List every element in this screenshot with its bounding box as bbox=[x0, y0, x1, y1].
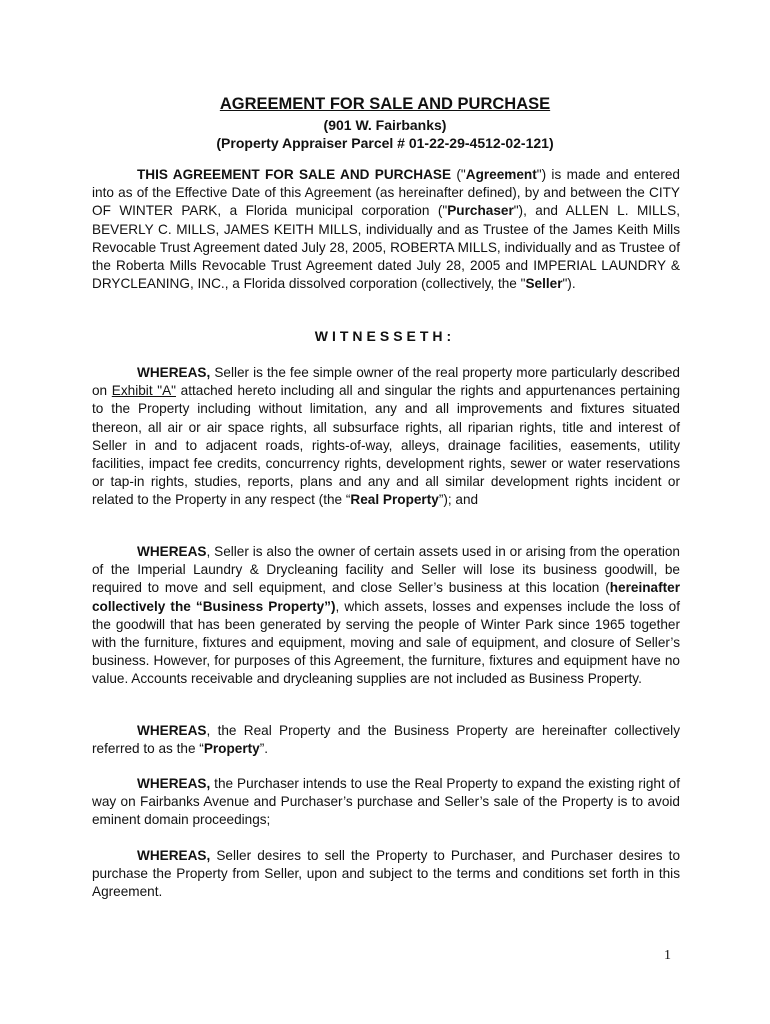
whereas-text: ”. bbox=[259, 741, 269, 757]
exhibit-a-reference: Exhibit "A" bbox=[111, 383, 176, 399]
purchaser-term: Purchaser bbox=[447, 203, 514, 219]
parcel-number: (Property Appraiser Parcel # 01-22-29-4512-02-121) bbox=[216, 135, 554, 151]
whereas-text: Seller is the fee simple owner of the real property more particularly described on bbox=[92, 365, 680, 399]
whereas-text: ”); and bbox=[438, 492, 479, 508]
whereas-text: , which assets, losses and expenses include the loss of the goodwill that has been generated by serving the people of Winter Park since 1965 together with the furniture, fixtures and equipment, moving and sale of equipment, and closure of Seller’s business. However, for purposes of this Agreement, the furniture, fixtures and equipment have no value. Accounts receivable and drycleaning supplies are not included as Business Property. bbox=[92, 598, 680, 687]
intro-paragraph bbox=[92, 166, 680, 293]
whereas-lead: WHEREAS, bbox=[137, 776, 211, 791]
real-property-term: Real Property bbox=[350, 492, 439, 508]
business-property-term: hereinafter collectively the “Business Property”) bbox=[92, 580, 680, 614]
intro-text: ") is made and entered into as of the Effective Date of this Agreement (as hereinafter defined), by and between the CITY OF WINTER PARK, a Florida municipal corporation (" bbox=[92, 167, 680, 219]
whereas-lead: WHEREAS, bbox=[137, 365, 211, 380]
document-title: AGREEMENT FOR SALE AND PURCHASE bbox=[219, 95, 551, 113]
intro-text: "). bbox=[562, 276, 576, 292]
whereas-text: the Purchaser intends to use the Real Property to expand the existing right of way on Fairbanks Avenue and Purchaser’s purchase and Seller’s sale of the Property is to avoid eminent domain proceedings; bbox=[92, 776, 680, 828]
intro-lead: THIS AGREEMENT FOR SALE AND PURCHASE bbox=[137, 167, 452, 182]
whereas-text: Seller desires to sell the Property to Purchaser, and Purchaser desires to purchase the Property from Seller, upon and subject to the terms and conditions set forth in this Agreement. bbox=[92, 848, 680, 900]
seller-term: Seller bbox=[525, 276, 563, 292]
whereas-text: attached hereto including all and singular the rights and appurtenances pertaining to the Property including without limitation, any and all improvements and fixtures situated thereon, all air or air space rights, all subsurface rights, all riparian rights, title and interest of Seller in and to adjacent roads, rights-of-way, alleys, drainage facilities, easements, utility facilities, impact fee credits, concurrency rights, development rights, sewer or water reservations or tap-in rights, studies, reports, plans and any and all similar development rights incident or related to the Property in any respect (the “ bbox=[92, 383, 681, 508]
property-address: (901 W. Fairbanks) bbox=[323, 117, 447, 133]
page-number: 1 bbox=[664, 948, 671, 963]
whereas-paragraph-1 bbox=[92, 364, 680, 510]
whereas-paragraph-5 bbox=[92, 847, 680, 902]
whereas-paragraph-4 bbox=[92, 775, 680, 830]
whereas-lead: WHEREAS bbox=[137, 723, 207, 738]
property-term: Property bbox=[203, 741, 260, 757]
witnesseth-heading: WITNESSETH: bbox=[314, 328, 456, 344]
intro-text: "), and ALLEN L. MILLS, BEVERLY C. MILLS, JAMES KEITH MILLS, individually and as Trustee of the James Keith Mills Revocable Trust Agreement dated July 28, 2005, ROBERTA MILLS, individually and as Trustee of the Roberta Mills Revocable Trust Agreement dated July 28, 2005 and IMPERIAL LAUNDRY & DRYCLEANING, INC., a Florida dissolved corporation (collectively, the " bbox=[92, 203, 681, 292]
whereas-text: , Seller is also the owner of certain assets used in or arising from the operation of the Imperial Laundry & Drycleaning facility and Seller will lose its business goodwill, be required to move and sell equipment, and close Seller’s business at this location ( bbox=[92, 544, 680, 596]
agreement-term: Agreement bbox=[465, 167, 537, 182]
whereas-paragraph-2 bbox=[92, 543, 680, 689]
intro-text: (" bbox=[451, 167, 466, 182]
whereas-text: , the Real Property and the Business Property are hereinafter collectively referred to as the “ bbox=[92, 723, 680, 757]
whereas-lead: WHEREAS, bbox=[137, 848, 211, 863]
whereas-lead: WHEREAS bbox=[137, 544, 207, 559]
whereas-paragraph-3 bbox=[92, 722, 680, 758]
